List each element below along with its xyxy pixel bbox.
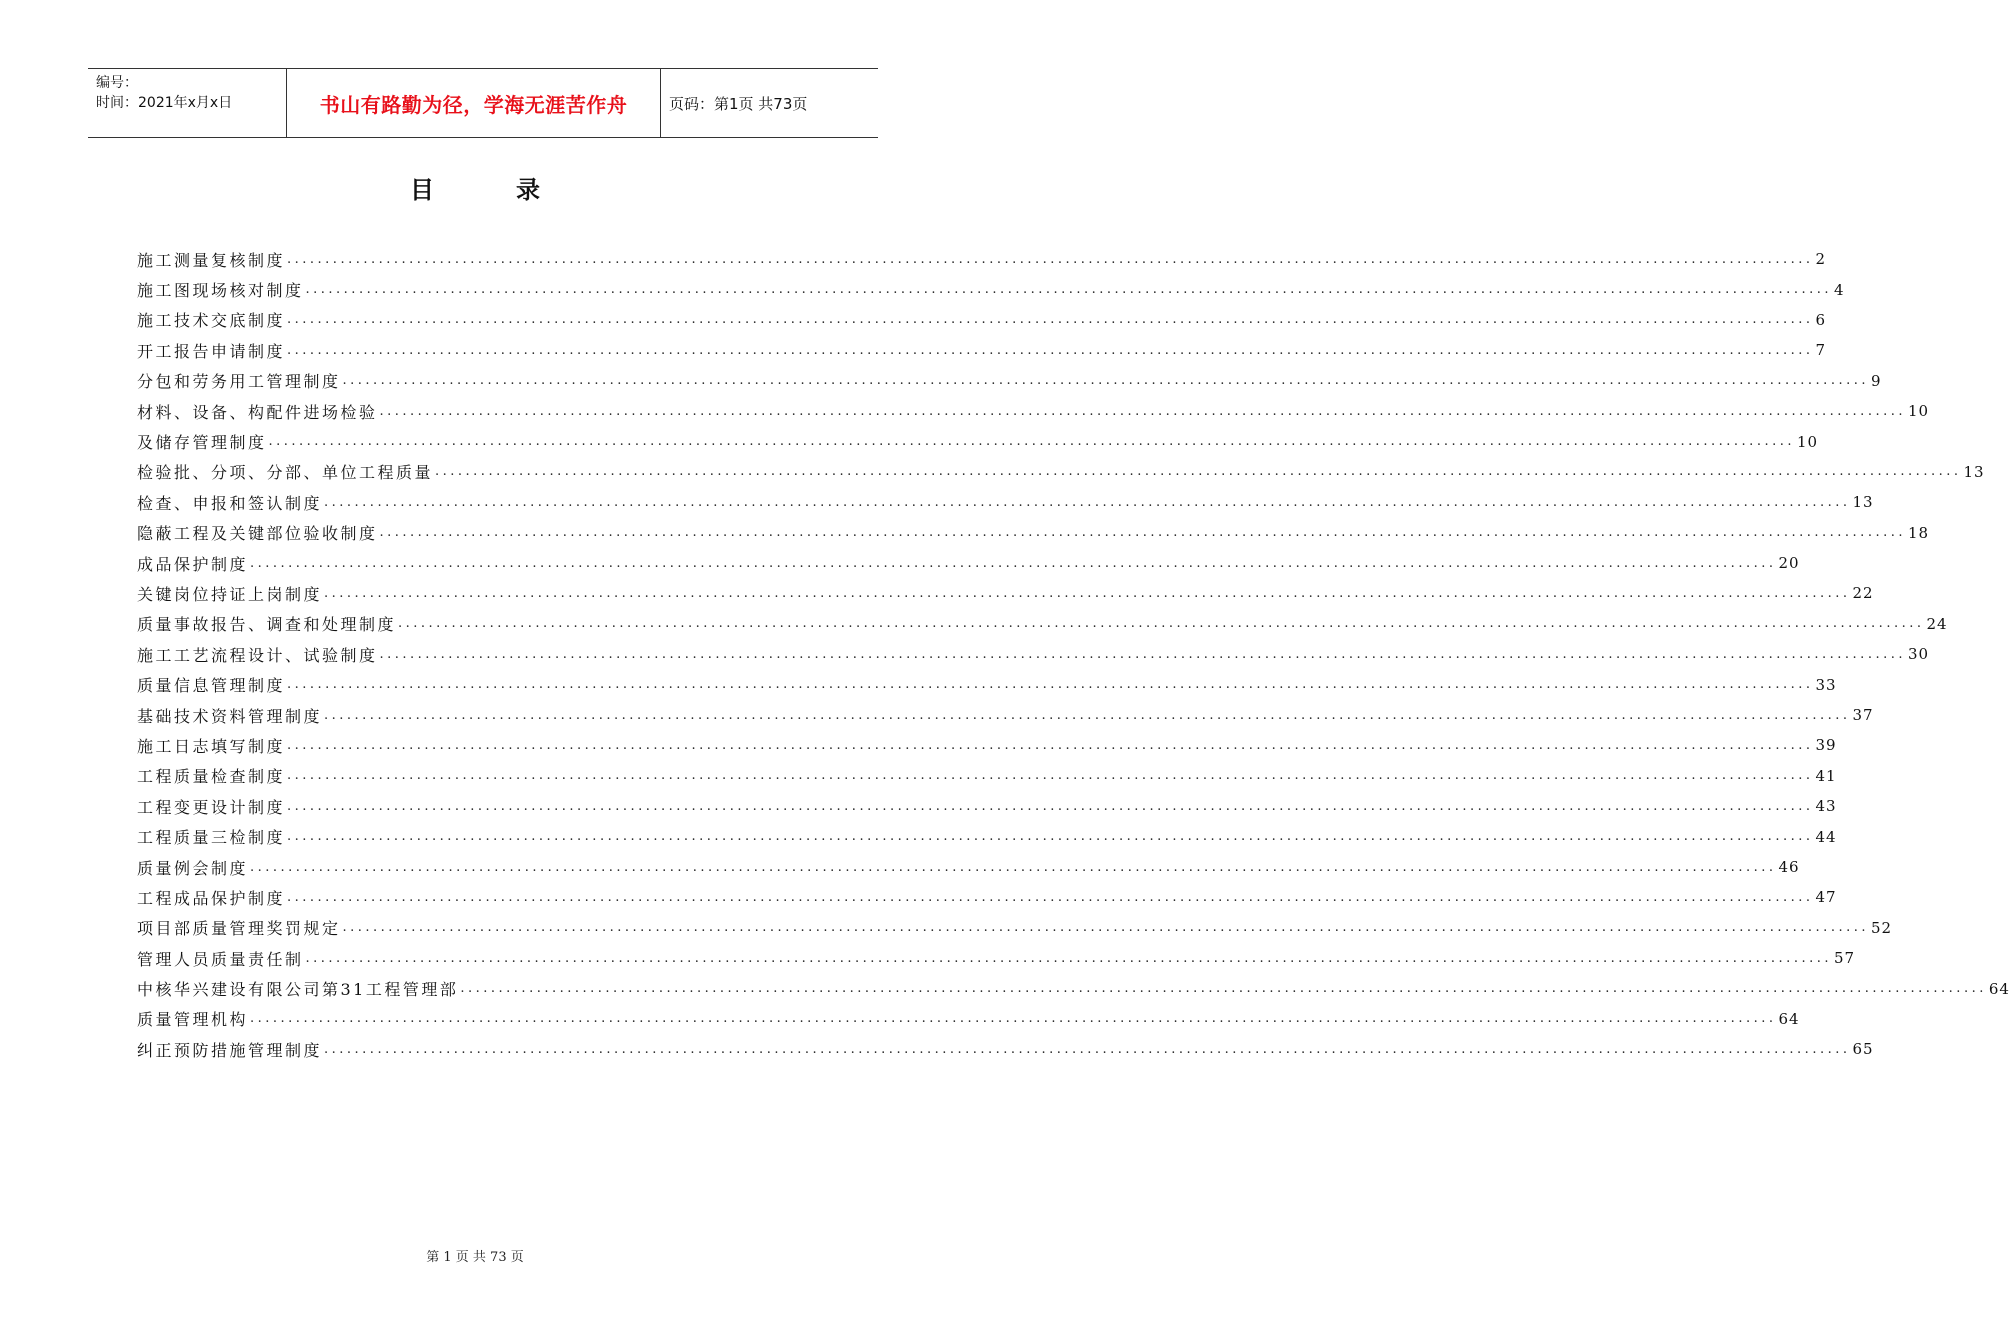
toc-leader-dots: ........................................................................................................................................................................................................ [287,251,1814,267]
toc-entry-title: 施工工艺流程设计、试验制度 [137,645,378,665]
toc-entry-page: 39 [1815,736,1837,755]
toc-leader-dots: ........................................................................................................................................................................................................ [460,981,1987,997]
toc-entry[interactable] [137,730,1837,760]
toc-entry-page: 10 [1907,402,1930,421]
toc-leader-dots: ........................................................................................................................................................................................................ [287,798,1814,814]
toc-entry-page: 46 [1778,858,1800,876]
toc-leader-dots: ........................................................................................................................................................................................................ [250,1011,1777,1027]
toc-entry-title: 工程成品保护制度 [137,888,286,908]
toc-entry-page: 30 [1907,645,1930,664]
toc-entry-title: 基础技术资料管理制度 [137,706,323,726]
toc-entry-title: 施工测量复核制度 [137,250,286,270]
toc-title-right: 录 [516,176,540,204]
toc-entry[interactable] [137,973,2010,1003]
toc-entry[interactable] [137,821,1837,851]
toc-entry-title: 中核华兴建设有限公司第31工程管理部 [137,980,459,1000]
toc-entry[interactable] [137,274,1845,304]
toc-entry[interactable] [137,305,1827,335]
toc-entry-page: 7 [1815,341,1827,360]
toc-leader-dots: ........................................................................................................................................................................................................ [379,525,1906,541]
toc-entry-title: 质量信息管理制度 [137,676,286,696]
toc-entry-title: 工程质量三检制度 [137,828,286,848]
toc-leader-dots: ........................................................................................................................................................................................................ [268,434,1795,450]
toc-entry-title: 开工报告申请制度 [137,341,286,361]
toc-entry-page: 37 [1852,706,1874,725]
toc-entry[interactable] [137,913,1893,943]
toc-entry-title: 质量管理机构 [137,1010,249,1030]
toc-entry-page: 6 [1815,310,1827,329]
toc-entry-title: 隐蔽工程及关键部位验收制度 [137,524,378,544]
toc-entry-title: 项目部质量管理奖罚规定 [137,919,341,939]
toc-entry-title: 施工技术交底制度 [137,311,286,331]
toc-leader-dots: ........................................................................................................................................................................................................ [250,859,1777,875]
toc-entry-page: 52 [1870,918,1893,937]
table-of-contents [137,244,2010,1065]
toc-entry-page: 13 [1852,493,1874,512]
toc-entry[interactable] [137,761,1837,791]
toc-entry-page: 44 [1815,827,1837,846]
toc-entry-title: 及储存管理制度 [137,433,267,453]
toc-leader-dots: ........................................................................................................................................................................................................ [287,677,1814,693]
toc-title [0,170,950,205]
toc-entry-title: 关键岗位持证上岗制度 [137,584,323,604]
toc-leader-dots: ........................................................................................................................................................................................................ [305,950,1832,966]
toc-leader-dots: ........................................................................................................................................................................................................ [379,646,1906,662]
toc-entry-page: 9 [1870,371,1882,390]
toc-leader-dots: ........................................................................................................................................................................................................ [324,707,1851,723]
toc-entry-title: 纠正预防措施管理制度 [137,1040,323,1060]
toc-entry-page: 64 [1988,979,2010,998]
page-header [88,68,878,138]
toc-leader-dots: ........................................................................................................................................................................................................ [398,616,1925,632]
toc-entry[interactable] [137,639,1930,669]
toc-entry[interactable] [137,852,1800,882]
toc-entry-page: 2 [1815,250,1827,269]
toc-entry-title: 检验批、分项、分部、单位工程质量 [137,463,434,483]
toc-entry[interactable] [137,882,1837,912]
toc-entry-page: 20 [1778,554,1800,573]
toc-entry[interactable] [137,943,1856,973]
toc-entry[interactable] [137,396,1930,426]
toc-leader-dots: ........................................................................................................................................................................................................ [435,464,1962,480]
toc-leader-dots: ........................................................................................................................................................................................................ [324,1041,1851,1057]
toc-entry-page: 47 [1815,888,1837,907]
toc-entry-page: 13 [1963,462,1985,481]
toc-leader-dots: ........................................................................................................................................................................................................ [379,403,1906,419]
toc-entry[interactable] [137,487,1874,517]
toc-entry-page: 24 [1926,614,1948,633]
toc-entry[interactable] [137,335,1827,365]
toc-entry[interactable] [137,244,1827,274]
toc-leader-dots: ........................................................................................................................................................................................................ [324,585,1851,601]
toc-entry-page: 10 [1796,432,1819,451]
toc-leader-dots: ........................................................................................................................................................................................................ [250,555,1777,571]
toc-entry-title: 工程质量检查制度 [137,767,286,787]
toc-leader-dots: ........................................................................................................................................................................................................ [342,920,1869,936]
toc-entry-title: 质量事故报告、调查和处理制度 [137,615,397,635]
toc-entry-title: 施工日志填写制度 [137,736,286,756]
toc-entry-title: 质量例会制度 [137,858,249,878]
toc-entry[interactable] [137,791,1837,821]
toc-entry-title: 工程变更设计制度 [137,797,286,817]
toc-entry[interactable] [137,457,1985,487]
toc-entry-page: 22 [1852,584,1874,603]
document-number-label: 编号： [96,75,138,91]
toc-entry-title: 成品保护制度 [137,554,249,574]
toc-entry-title: 施工图现场核对制度 [137,281,304,301]
page-footer: 第 1 页 共 73 页 [426,1250,524,1265]
toc-entry-page: 43 [1815,797,1837,816]
toc-leader-dots: ........................................................................................................................................................................................................ [287,342,1814,358]
toc-entry-page: 65 [1852,1040,1874,1059]
toc-leader-dots: ........................................................................................................................................................................................................ [287,312,1814,328]
toc-leader-dots: ........................................................................................................................................................................................................ [324,494,1851,510]
toc-entry[interactable] [137,669,1837,699]
toc-entry-page: 18 [1907,523,1930,542]
toc-entry-page: 33 [1815,675,1837,694]
toc-title-left: 目 [410,176,434,204]
header-motto: 书山有路勤为径，学海无涯苦作舟 [287,69,661,137]
toc-entry[interactable] [137,1004,1800,1034]
toc-entry-title: 分包和劳务用工管理制度 [137,372,341,392]
toc-entry-title: 管理人员质量责任制 [137,949,304,969]
toc-entry-page: 4 [1833,280,1845,299]
toc-leader-dots: ........................................................................................................................................................................................................ [287,829,1814,845]
toc-entry-page: 64 [1778,1009,1800,1028]
toc-leader-dots: ........................................................................................................................................................................................................ [305,282,1832,298]
toc-entry[interactable] [137,426,1819,456]
toc-entry[interactable] [137,548,1800,578]
toc-leader-dots: ........................................................................................................................................................................................................ [287,737,1814,753]
header-meta [88,69,287,137]
toc-entry-page: 57 [1833,949,1856,968]
document-time-label: 时间：2021年x月x日 [96,95,233,111]
header-page-info: 页码：第1页 共73页 [669,94,808,113]
toc-leader-dots: ........................................................................................................................................................................................................ [287,889,1814,905]
toc-leader-dots: ........................................................................................................................................................................................................ [342,373,1869,389]
toc-entry[interactable] [137,578,1874,608]
toc-entry[interactable] [137,609,1948,639]
toc-entry-title: 材料、设备、构配件进场检验 [137,402,378,422]
toc-entry[interactable] [137,518,1930,548]
toc-leader-dots: ........................................................................................................................................................................................................ [287,768,1814,784]
toc-entry-page: 41 [1815,766,1837,785]
toc-entry-title: 检查、申报和签认制度 [137,493,323,513]
toc-entry[interactable] [137,1034,1874,1064]
toc-entry[interactable] [137,700,1874,730]
toc-entry[interactable] [137,366,1882,396]
